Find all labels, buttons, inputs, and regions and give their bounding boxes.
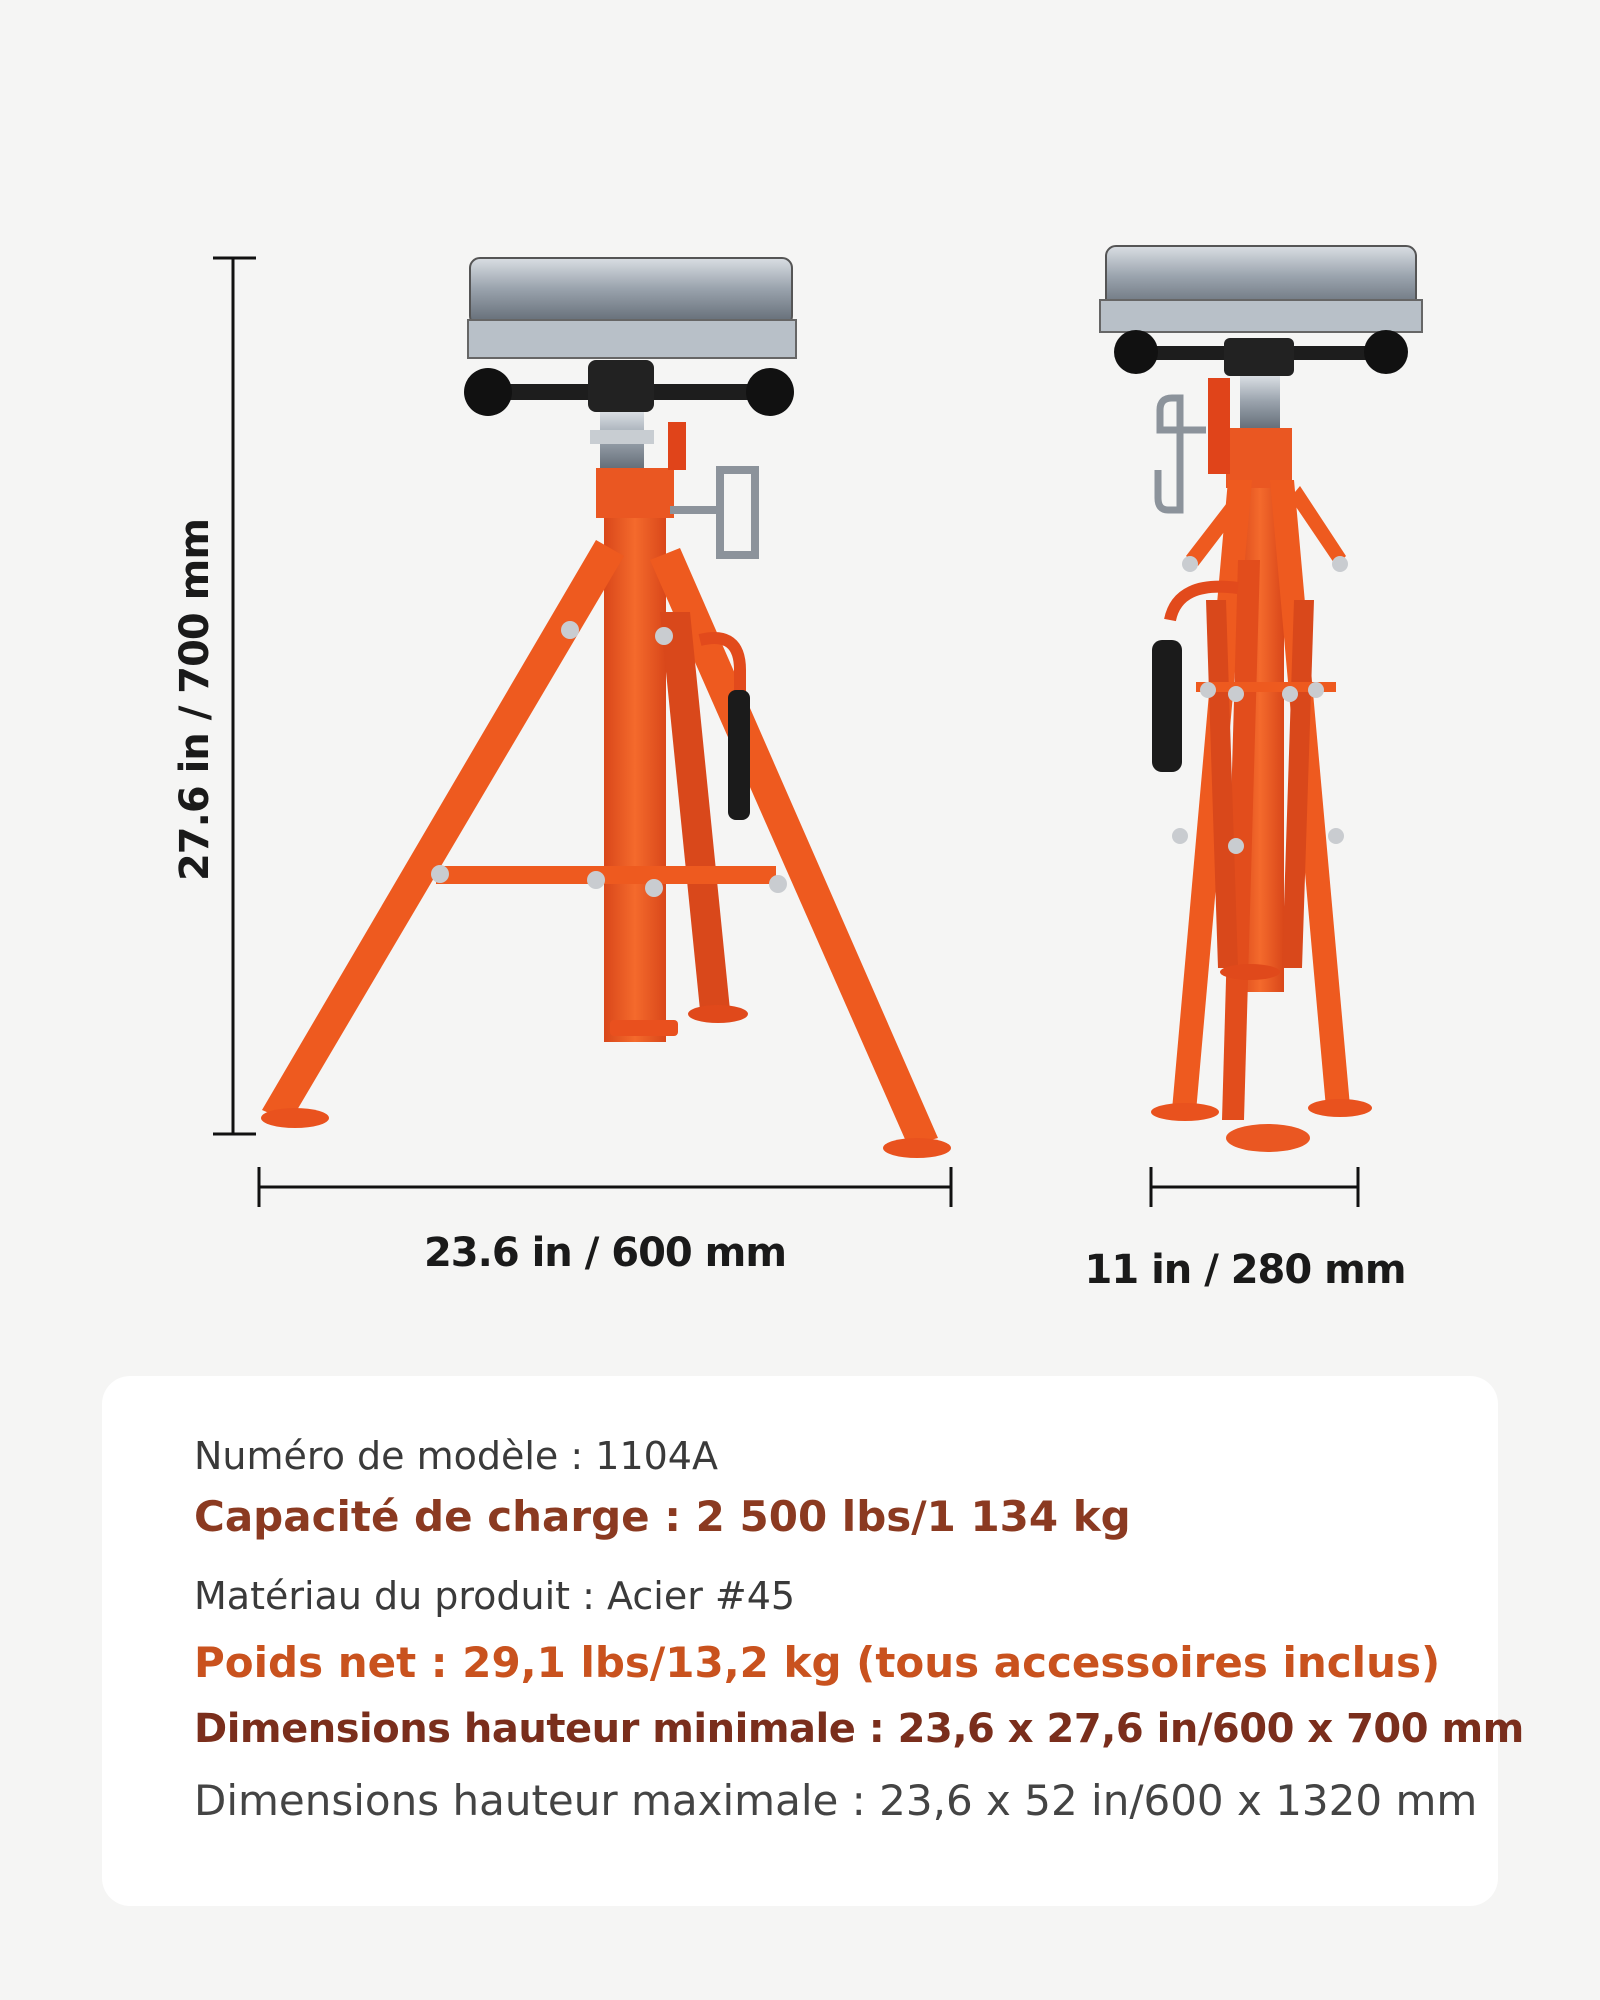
net-weight: Poids net : 29,1 lbs/13,2 kg (tous accessoires inclus)	[194, 1638, 1441, 1687]
front-width-dimension-label: 23.6 in / 600 mm	[423, 1230, 787, 1276]
side-width-dimension-line	[1151, 1167, 1358, 1207]
product-material: Matériau du produit : Acier #45	[194, 1574, 796, 1618]
height-dimension-label: 27.6 in / 700 mm	[172, 518, 218, 882]
side-view-stand	[1100, 246, 1422, 1152]
side-width-dimension-label: 11 in / 280 mm	[1084, 1247, 1406, 1293]
min-height-dimensions: Dimensions hauteur minimale : 23,6 x 27,6 in/600 x 700 mm	[194, 1706, 1524, 1752]
front-view-stand	[261, 258, 951, 1158]
max-height-dimensions: Dimensions hauteur maximale : 23,6 x 52 in/600 x 1320 mm	[194, 1776, 1478, 1825]
load-capacity: Capacité de charge : 2 500 lbs/1 134 kg	[194, 1492, 1131, 1541]
height-dimension-line	[213, 258, 256, 1134]
specifications-card	[102, 1376, 1524, 1906]
front-width-dimension-line	[259, 1167, 951, 1207]
model-number: Numéro de modèle : 1104A	[194, 1434, 718, 1478]
